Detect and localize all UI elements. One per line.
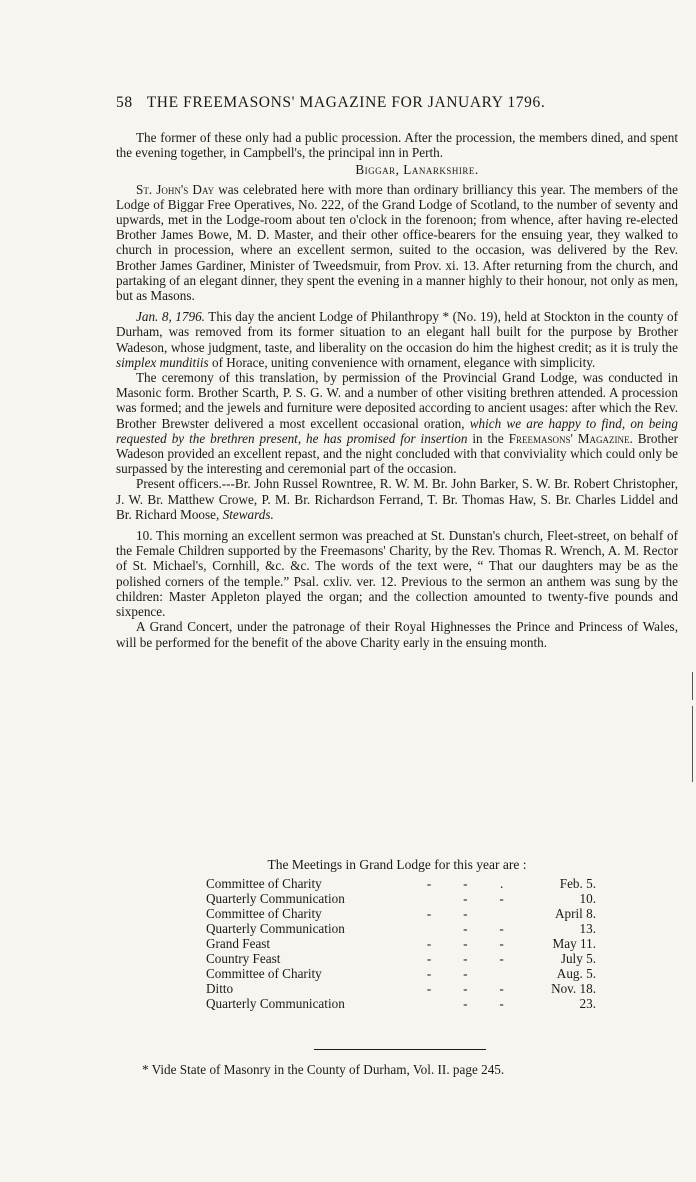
leader-dash: - xyxy=(499,951,504,966)
leader-dash: - xyxy=(463,996,468,1011)
meeting-date: May 11. xyxy=(552,936,596,951)
meeting-name: Committee of Charity xyxy=(206,906,322,921)
leader-dash: - xyxy=(426,906,432,921)
footnote-divider xyxy=(314,1049,486,1050)
meeting-row xyxy=(206,996,596,1011)
paragraph-text: in the xyxy=(467,430,509,446)
leader-dash: - xyxy=(426,936,432,951)
meeting-row xyxy=(206,966,596,981)
meetings-title: The Meetings in Grand Lodge for this year are : xyxy=(267,857,527,872)
leader-dash: - xyxy=(426,981,432,996)
paragraph-st-johns-day xyxy=(116,182,678,304)
paragraph-text: Present officers.---Br. John Russel Rowntree, R. W. M. Br. John Barker, S. W. Br. Robert Christopher, J. W. Br. Matthew Crowe, P. M. Br. Richardson Ferrand, T. Br. Thomas Haw, S. Br. Charles Liddel and Br. Richard Moose, xyxy=(116,476,678,522)
page-number: 58 xyxy=(116,94,133,111)
leader-dash: - xyxy=(463,906,468,921)
paragraph-concert: A Grand Concert, under the patronage of their Royal Highnesses the Prince and Princess of Wales, will be performed for the benefit of the above Charity early in the ensuing month. xyxy=(116,619,678,650)
paragraph-text: This day the ancient Lodge of Philanthropy * (No. 19), held at Stockton in the county of Durham, was removed from its former situation to an elegant hall built for the purpose by Brother Wadeson, whose judgment, taste, and liberality on the occasion do him the highest credit; as it is truly the xyxy=(116,309,678,355)
meeting-name: Committee of Charity xyxy=(206,876,322,891)
meetings-table xyxy=(206,876,596,1011)
meeting-row xyxy=(206,876,596,891)
meeting-row xyxy=(206,921,596,936)
meeting-name: Committee of Charity xyxy=(206,966,322,981)
footnote: * Vide State of Masonry in the County of Durham, Vol. II. page 245. xyxy=(142,1062,505,1077)
leader-dash: - xyxy=(426,966,432,981)
paragraph-text: The ceremony of this translation, by permission of the Provincial Grand Lodge, was conducted in Masonic form. Brother Scarth, P. S. G. W. and a number of other visiting brethren attended. A procession was formed; and the jewels and furniture were deposited according to ancient usages: after which the Rev. Brother Brewster delivered a most excellent occasional oration, xyxy=(116,370,678,431)
leader-dash: - xyxy=(426,876,432,891)
paragraph-philanthropy xyxy=(116,309,678,370)
leader-dash: - xyxy=(426,951,432,966)
meeting-date: 23. xyxy=(579,996,596,1011)
leader-dash: - xyxy=(499,936,504,951)
leader-dash: - xyxy=(463,891,468,906)
leader-dash: - xyxy=(499,891,504,906)
meeting-row xyxy=(206,906,596,921)
article-body xyxy=(116,130,678,650)
meeting-row xyxy=(206,891,596,906)
paragraph-ceremony xyxy=(116,370,678,476)
leader-dash: - xyxy=(463,951,468,966)
leader-dash: - xyxy=(499,996,504,1011)
meeting-row xyxy=(206,951,596,966)
leader-dash: - xyxy=(463,921,468,936)
leader-dash: - xyxy=(463,981,468,996)
paragraph-text: Brother Wadeson provided an excellent repast, and the night concluded with that conviviality which could only be surpassed by the interesting and ceremonial part of the occasion. xyxy=(116,430,678,477)
section-heading-biggar: Biggar, Lanarkshire. xyxy=(355,162,479,178)
page-edge-mark xyxy=(692,672,693,700)
meeting-name: Quarterly Communication xyxy=(206,921,345,936)
meeting-date: Nov. 18. xyxy=(551,981,596,996)
running-header xyxy=(116,94,676,112)
paragraph-lead: St. John's Day xyxy=(136,181,215,197)
meeting-row xyxy=(206,981,596,996)
latin-phrase: simplex munditiis xyxy=(116,354,209,370)
paragraph-text: of Horace, uniting convenience with ornament, elegance with simplicity. xyxy=(208,354,596,370)
paragraph-italic: which we are happy to find, on being requested by the brethren present, he has promised for insertion xyxy=(116,415,678,446)
meeting-date: Feb. 5. xyxy=(559,876,596,891)
meeting-date: 13. xyxy=(579,921,596,936)
meeting-date: July 5. xyxy=(560,951,596,966)
paragraph-date: Jan. 8, 1796. xyxy=(136,309,205,325)
meeting-name: Quarterly Communication xyxy=(206,891,345,906)
meeting-date: 10. xyxy=(579,891,596,906)
meeting-name: Grand Feast xyxy=(206,936,271,951)
leader-dash: - xyxy=(499,981,504,996)
meeting-name: Country Feast xyxy=(206,951,281,966)
leader-dash: - xyxy=(463,936,468,951)
page-edge-mark xyxy=(692,706,693,782)
paragraph-officers xyxy=(116,476,678,522)
paragraph-perth: The former of these only had a public procession. After the procession, the members dined, and spent the evening together, in Campbell's, the principal inn in Perth. xyxy=(116,130,678,161)
meeting-date: Aug. 5. xyxy=(556,966,596,981)
leader-dash: - xyxy=(499,921,504,936)
leader-dash: . xyxy=(499,876,504,891)
meeting-name: Quarterly Communication xyxy=(206,996,345,1011)
meeting-name: Ditto xyxy=(206,981,234,996)
paragraph-sermon: 10. This morning an excellent sermon was preached at St. Dunstan's church, Fleet-street, on behalf of the Female Children supported by the Freemasons' Charity, by the Rev. Thomas R. Wrench, A. M. Rector of St. Michael's, Cornhill, &c. &c. The words of the text were, “ That our daughters may be as the polished corners of the temple.” Psal. cxliv. ver. 12. Previous to the sermon an anthem was sung by the children: Master Appleton played the organ; and the collection amounted to twenty-five pounds and sixpence. xyxy=(116,528,678,620)
leader-dash: - xyxy=(463,876,468,891)
stewards-label: Stewards. xyxy=(222,506,274,522)
paragraph-text: was celebrated here with more than ordinary brilliancy this year. The members of the Lodge of Biggar Free Operatives, No. 222, of the Grand Lodge of Scotland, to the number of seventy and upwards, met in the Lodge-room about ten o'clock in the forenoon; from whence, after having re-elected Brother James Bowe, M. D. Master, and their other office-bearers for the ensuing year, they walked to church in procession, where an excellent sermon, suited to the occasion, was delivered by the Rev. Brother James Gardiner, Minister of Tweedsmuir, from Prov. xi. 13. After returning from the church, and partaking of an elegant dinner, they spent the evening in a manner highly to their honour, not only as men, but as Masons. xyxy=(116,181,679,304)
meeting-row xyxy=(206,936,596,951)
meeting-date: April 8. xyxy=(554,906,596,921)
magazine-name: Freemasons' Magazine. xyxy=(508,430,633,446)
leader-dash: - xyxy=(463,966,468,981)
page-title: THE FREEMASONS' MAGAZINE FOR JANUARY 1796. xyxy=(146,94,546,111)
